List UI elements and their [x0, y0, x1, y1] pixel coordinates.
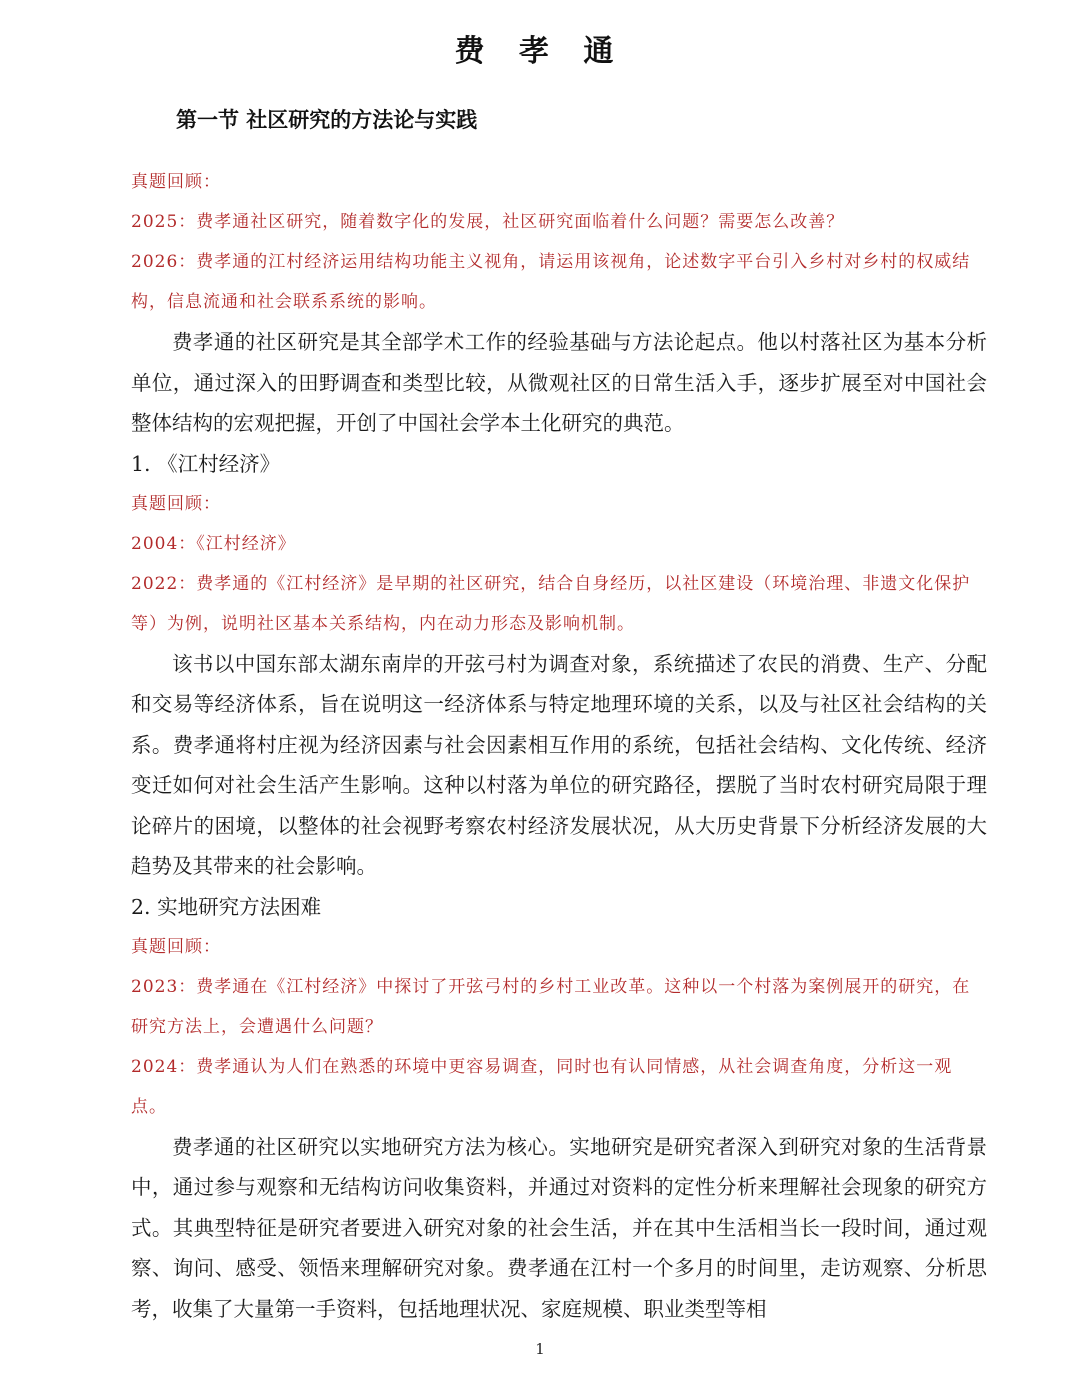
- review-label: 真题回顾：: [131, 493, 221, 514]
- section-heading: 第一节 社区研究的方法论与实践: [176, 107, 478, 132]
- document-title: 费 孝 通: [454, 34, 626, 69]
- review-label: 真题回顾：: [131, 172, 221, 192]
- review-label: 真题回顾：: [131, 936, 221, 957]
- review-question: 2026：费孝通的江村经济运用结构功能主义视角，请运用该视角，论述数字平台引入乡村对乡村的权威结构，信息流通和社会联系系统的影响。: [131, 252, 971, 312]
- body-paragraph: 费孝通的社区研究是其全部学术工作的经验基础与方法论起点。他以村落社区为基本分析单位，通过深入的田野调查和类型比较，从微观社区的日常生活入手，逐步扩展至对中国社会整体结构的宏观把握，开创了中国社会学本土化研究的典范。: [131, 330, 987, 435]
- body-paragraph: 该书以中国东部太湖东南岸的开弦弓村为调查对象，系统描述了农民的消费、生产、分配和交易等经济体系，旨在说明这一经济体系与特定地理环境的关系，以及与社区社会结构的关系。费孝通将村庄视为经济因素与社会因素相互作用的系统，包括社会结构、文化传统、经济变迁如何对社会生活产生影响。这种以村落为单位的研究路径，摆脱了当时农村研究局限于理论碎片的困境，以整体的社会视野考察农村经济发展状况，从大历史背景下分析经济发展的大趋势及其带来的社会影响。: [131, 651, 987, 878]
- review-question: 2022：费孝通的《江村经济》是早期的社区研究，结合自身经历，以社区建设（环境治理、非遗文化保护等）为例，说明社区基本关系结构，内在动力形态及影响机制。: [131, 573, 971, 634]
- subsection-heading: 2. 实地研究方法困难: [131, 894, 322, 919]
- review-question: 2024：费孝通认为人们在熟悉的环境中更容易调查，同时也有认同情感，从社会调查角度，分析这一观点。: [131, 1056, 953, 1117]
- page-number: 1: [535, 1340, 545, 1358]
- review-question: 2004：《江村经济》: [131, 533, 296, 554]
- body-paragraph: 费孝通的社区研究以实地研究方法为核心。实地研究是研究者深入到研究对象的生活背景中，通过参与观察和无结构访问收集资料，并通过对资料的定性分析来理解社会现象的研究方式。其典型特征是研究者要进入研究对象的社会生活，并在其中生活相当长一段时间，通过观察、询问、感受、领悟来理解研究对象。费孝通在江村一个多月的时间里，走访观察、分析思考，收集了大量第一手资料，包括地理状况、家庭规模、职业类型等相: [131, 1134, 987, 1321]
- subsection-heading: 1. 《江村经济》: [131, 451, 281, 476]
- review-question: 2025：费孝通社区研究，随着数字化的发展，社区研究面临着什么问题？需要怎么改善？: [131, 212, 845, 232]
- document-body: [131, 162, 987, 1329]
- review-question: 2023：费孝通在《江村经济》中探讨了开弦弓村的乡村工业改革。这种以一个村落为案例展开的研究，在研究方法上，会遭遇什么问题？: [131, 976, 971, 1037]
